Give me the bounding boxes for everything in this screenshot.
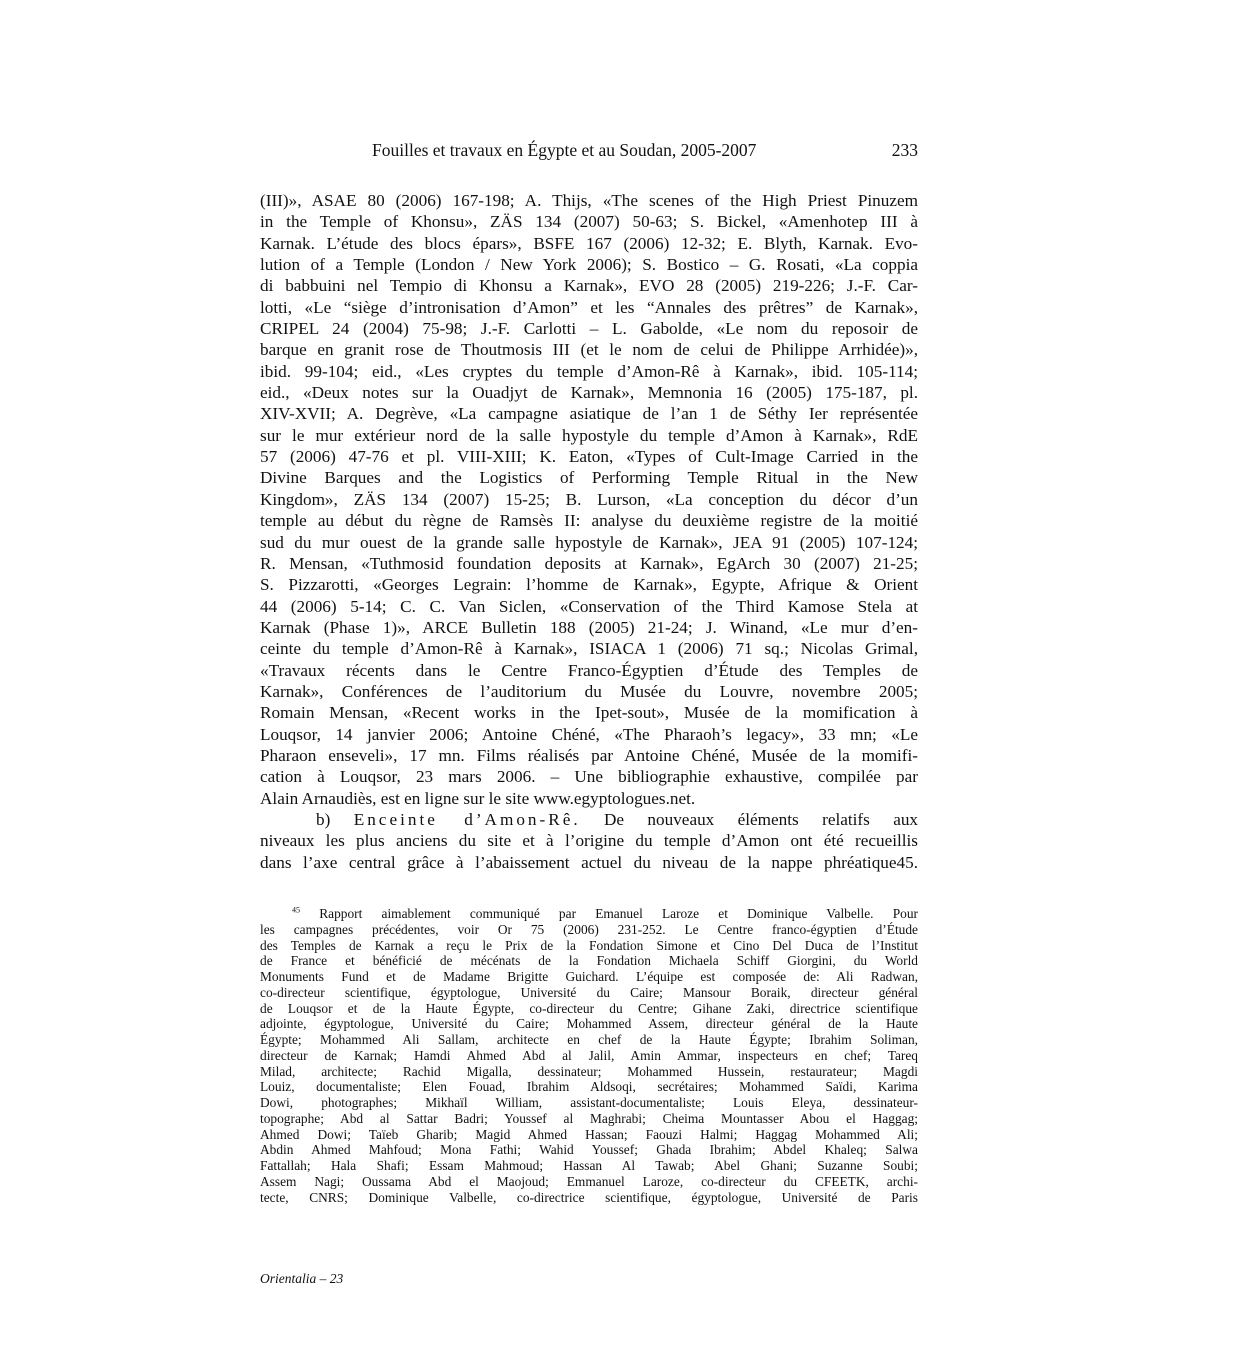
section-b-heading: Enceinte d’Amon-Rê. <box>353 809 581 829</box>
footnote-number: 45 <box>292 905 301 915</box>
footnote-line: adjointe, égyptologue, Université du Caire; Mohammed Assem, directeur général de la Haute <box>260 1016 918 1032</box>
text-line: Karnak. L’étude des blocs épars», BSFE 167 (2006) 12-32; E. Blyth, Karnak. Evo- <box>260 233 918 253</box>
text-line: S. Pizzarotti, «Georges Legrain: l’homme de Karnak», Egypte, Afrique & Orient <box>260 575 918 595</box>
footnote-line: Louiz, documentaliste; Elen Fouad, Ibrahim Aldsoqi, secrétaires; Mohammed Saïdi, Karima <box>260 1079 918 1095</box>
text-line: (III)», ASAE 80 (2006) 167-198; A. Thijs, «The scenes of the High Priest Pinuzem <box>260 191 918 210</box>
section-b-paragraph <box>260 830 918 873</box>
signature-mark: Orientalia – 23 <box>260 1271 344 1286</box>
text-line: Karnak», Conférences de l’auditorium du Musée du Louvre, novembre 2005; <box>260 681 918 701</box>
footnote-line: les campagnes précédentes, voir Or 75 (2006) 231-252. Le Centre franco-égyptien d’Étude <box>260 921 918 937</box>
main-text <box>260 190 918 873</box>
text-line: R. Mensan, «Tuthmosid foundation deposits at Karnak», EgArch 30 (2007) 21-25; <box>260 553 918 573</box>
text-line: in the Temple of Khonsu», ZÄS 134 (2007) 50-63; S. Bickel, «Amenhotep III à <box>260 212 918 232</box>
text-line: Pharaon enseveli», 17 mn. Films réalisés par Antoine Chéné, Musée de la momifi- <box>260 745 918 765</box>
section-b-first-line-rest: De nouveaux éléments relatifs aux <box>604 809 919 829</box>
text-line: Kingdom», ZÄS 134 (2007) 15-25; B. Lurson, «La conception du décor d’un <box>260 489 918 509</box>
footnote-line: Fattallah; Hala Shafi; Essam Mahmoud; Hassan Al Tawab; Abel Ghani; Suzanne Soubi; <box>260 1158 918 1174</box>
text-line: «Travaux récents dans le Centre Franco-Égyptien d’Étude des Temples de <box>260 660 918 680</box>
footnote-text: Rapport aimablement communiqué par Emanuel Laroze et Dominique Valbelle. Pour <box>300 906 918 921</box>
page-number: 233 <box>891 140 918 160</box>
text-line: Divine Barques and the Logistics of Performing Temple Ritual in the New <box>260 468 918 488</box>
text-line: temple au début du règne de Ramsès II: analyse du deuxième registre de la moitié <box>260 511 918 531</box>
text-line: eid., «Deux notes sur la Ouadjyt de Karnak», Memnonia 16 (2005) 175-187, pl. <box>260 383 918 403</box>
text-line: Romain Mensan, «Recent works in the Ipet-sout», Musée de la momification à <box>260 703 918 723</box>
text-line: Louqsor, 14 janvier 2006; Antoine Chéné, «The Pharaoh’s legacy», 33 mn; «Le <box>260 724 918 744</box>
text-line: Alain Arnaudiès, est en ligne sur le site www.egyptologues.net. <box>260 788 696 808</box>
footnote-line: co-directeur scientifique, égyptologue, Université du Caire; Mansour Boraik, directeur général <box>260 984 918 1000</box>
text-line: di babbuini nel Tempio di Khonsu a Karnak», EVO 28 (2005) 219-226; J.-F. Car- <box>260 276 918 296</box>
footnote-line: de France et bénéficié de mécénats de la Fondation Michaela Schiff Giorgini, du World <box>260 953 918 969</box>
running-header <box>372 140 918 164</box>
bibliography-paragraph <box>260 190 918 809</box>
text-line: CRIPEL 24 (2004) 75-98; J.-F. Carlotti – L. Gabolde, «Le nom du reposoir de <box>260 319 918 339</box>
footnote-45 <box>260 906 918 1206</box>
running-title: Fouilles et travaux en Égypte et au Soudan, 2005-2007 <box>372 140 757 160</box>
footnote-line: topographe; Abd al Sattar Badri; Youssef al Maghrabi; Cheima Mountasser Abou el Haggag; <box>260 1110 918 1126</box>
text-line: ibid. 99-104; eid., «Les cryptes du temple d’Amon-Rê à Karnak», ibid. 105-114; <box>260 361 918 381</box>
footnote-line: tecte, CNRS; Dominique Valbelle, co-directrice scientifique, égyptologue, Université de Paris <box>260 1189 918 1205</box>
footnote-line: Dowi, photographes; Mikhaïl William, assistant-documentaliste; Louis Eleya, dessinateur- <box>260 1095 918 1111</box>
text-line: XIV-XVII; A. Degrève, «La campagne asiatique de l’an 1 de Séthy Ier représentée <box>260 404 918 424</box>
text-line: barque en granit rose de Thoutmosis III (et le nom de celui de Philippe Arrhidée)», <box>260 340 918 360</box>
footnote-line: Abdin Ahmed Mahfoud; Mona Fathi; Wahid Youssef; Ghada Ibrahim; Abdel Khaleq; Salwa <box>260 1142 918 1158</box>
text-line: Karnak (Phase 1)», ARCE Bulletin 188 (2005) 21-24; J. Winand, «Le mur d’en- <box>260 617 918 637</box>
text-line: sur le mur extérieur nord de la salle hypostyle du temple d’Amon à Karnak», RdE <box>260 425 918 445</box>
footnote-line: Milad, architecte; Rachid Migalla, dessinateur; Mohammed Hussein, restaurateur; Magdi <box>260 1063 918 1079</box>
text-line: 57 (2006) 47-76 et pl. VIII-XIII; K. Eaton, «Types of Cult-Image Carried in the <box>260 447 918 467</box>
text-line: niveaux les plus anciens du site et à l’origine du temple d’Amon ont été recueillis <box>260 831 918 851</box>
text-line: cation à Louqsor, 23 mars 2006. – Une bibliographie exhaustive, compilée par <box>260 767 918 787</box>
text-line: dans l’axe central grâce à l’abaissement actuel du niveau de la nappe phréatique45. <box>260 852 918 872</box>
footnote-line: des Temples de Karnak a reçu le Prix de la Fondation Simone et Cino Del Duca de l’Institut <box>260 937 918 953</box>
section-b-label: b) <box>316 809 331 829</box>
footnote-line: Égypte; Mohammed Ali Sallam, architecte en chef de la Haute Égypte; Ibrahim Soliman, <box>260 1032 918 1048</box>
text-line: lution of a Temple (London / New York 2006); S. Bostico – G. Rosati, «La coppia <box>260 255 918 275</box>
footnote-line: directeur de Karnak; Hamdi Ahmed Abd al Jalil, Amin Ammar, inspecteurs en chef; Tareq <box>260 1047 918 1063</box>
footnote-line: Monuments Fund et de Madame Brigitte Guichard. L’équipe est composée de: Ali Radwan, <box>260 969 918 985</box>
text-line: ceinte du temple d’Amon-Rê à Karnak», ISIACA 1 (2006) 71 sq.; Nicolas Grimal, <box>260 639 918 659</box>
section-b-first-line <box>260 809 918 830</box>
footnote-line: Assem Nagi; Oussama Abd el Maojoud; Emmanuel Laroze, co-directeur du CFEETK, archi- <box>260 1174 918 1190</box>
text-line: 44 (2006) 5-14; C. C. Van Siclen, «Conservation of the Third Kamose Stela at <box>260 596 918 616</box>
footnote-line: Ahmed Dowi; Taïeb Gharib; Magid Ahmed Hassan; Faouzi Halmi; Haggag Mohammed Ali; <box>260 1126 918 1142</box>
text-line: lotti, «Le “siège d’intronisation d’Amon” et les “Annales des prêtres” de Karnak», <box>260 297 918 317</box>
text-line: sud du mur ouest de la grande salle hypostyle de Karnak», JEA 91 (2005) 107-124; <box>260 532 918 552</box>
footnote-line <box>260 906 918 922</box>
footnote-line: de Louqsor et de la Haute Égypte, co-directeur du Centre; Gihane Zaki, directrice scientifique <box>260 1000 918 1016</box>
